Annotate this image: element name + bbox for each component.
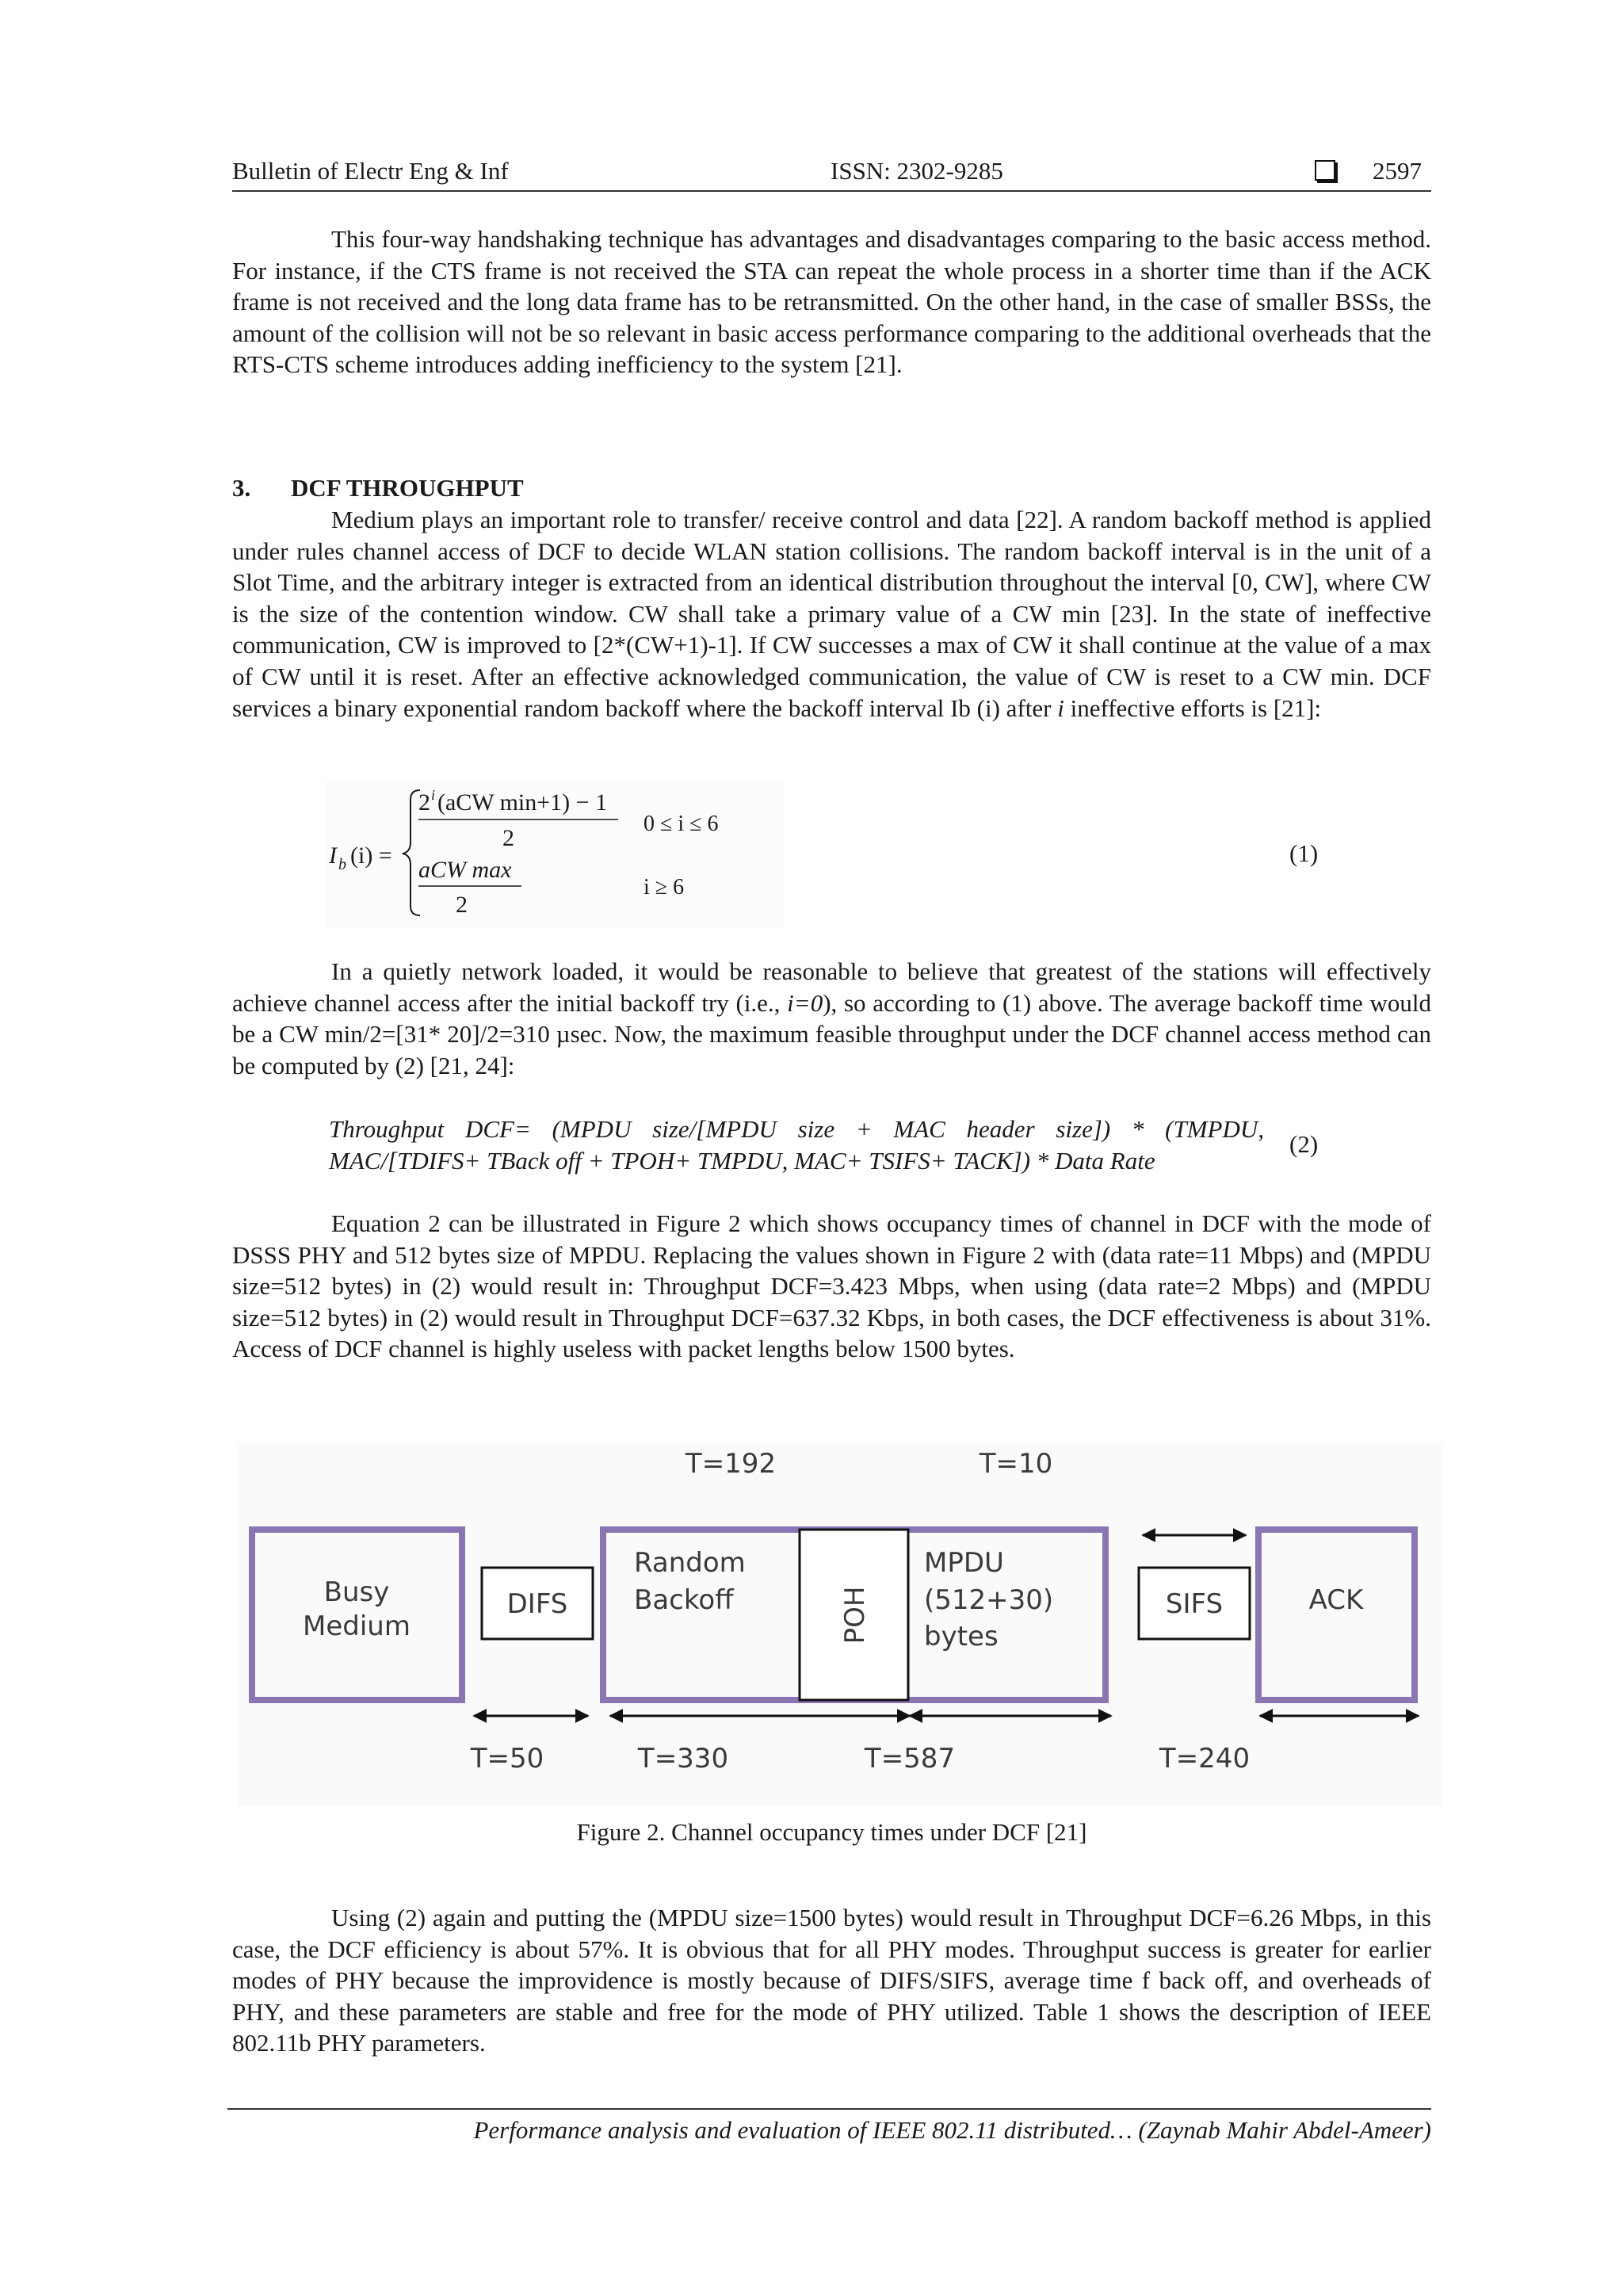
equation-2-line2: MAC/[TDIFS+ TBack off + TPOH+ TMPDU, MAC+ TSIFS+ TACK]) * Data Rate [329,1147,1155,1175]
busy-label-1: Busy [323,1576,390,1608]
eq1-case1-den: 2 [502,825,514,851]
label-t240: T=240 [1159,1743,1251,1775]
paragraph-handshaking: This four-way handshaking technique has advantages and disadvantages comparing to the basic access method. For instance, if the CTS frame is not received the STA can repeat the whole process in a shorter time than if the ACK frame is not received and the long data frame has to be retransmitted. On the other hand, in the case of smaller BSSs, the amount of the collision will not be so relevant in basic access performance comparing to the additional overheads that the RTS-CTS scheme introduces adding inefficiency to the system [21]. [232,225,1431,379]
journal-name: Bulletin of Electr Eng & Inf [232,157,509,185]
eq1-lhs-subscript: b [338,856,346,873]
paragraph-throughput-1500: Using (2) again and putting the (MPDU size=1500 bytes) would result in Throughput DCF=6.26 Mbps, in this case, the DCF efficiency is about 57%. It is obvious that for all PHY modes. Throughput success is greater for earlier modes of PHY because the improvidence is mostly because of DIFS/SIFS, average time f back off, and overheads of PHY, and these parameters are stable and free for the mode of PHY utilized. Table 1 shows the description of IEEE 802.11b PHY parameters. [232,1904,1431,2057]
eq1-lhs-rest: (i) = [350,842,392,869]
eq1-case1-exp: i [431,787,436,803]
ack-label: ACK [1308,1584,1364,1616]
random-label-2: Backoff [634,1584,734,1616]
busy-label-2: Medium [303,1610,411,1642]
label-t330: T=330 [637,1743,729,1775]
paragraph-backoff [232,504,1431,724]
paragraph-italic-var: i=0 [787,988,823,1017]
eq1-case1-num: (aCW min+1) − 1 [437,789,608,816]
eq1-case1-base: 2 [418,789,430,816]
label-t587: T=587 [864,1743,956,1775]
equation-2 [329,1114,1264,1177]
section-number: 3. [232,474,251,502]
eq1-case2-cond: i ≥ 6 [643,875,685,900]
eq1-lhs-I: I [329,842,337,869]
eq1-case1-cond: 0 ≤ i ≤ 6 [643,812,719,836]
equation-2-number: (2) [1289,1130,1319,1158]
page-header [232,152,1431,192]
paragraph-text: ), so according to (1) above. The average backoff time would be a CW min/2=[31* 20]/2=310 µsec. Now, the maximum feasible throughput under the DCF channel access method can be computed by (2) [21, 24]: [232,988,1431,1079]
label-t10: T=10 [979,1448,1053,1480]
page-footer: Performance analysis and evaluation of IEEE 802.11 distributed… (Zaynab Mahir Abdel-Ameer) [227,2108,1431,2148]
figure-caption: Figure 2. Channel occupancy times under DCF [21] [576,1818,1087,1846]
section-title: DCF THROUGHPUT [291,474,524,502]
square-bullet-icon [1315,160,1335,181]
mpdu-label-2: (512+30) [924,1584,1054,1616]
figure-channel-occupancy [238,1442,1442,1807]
equation-1 [325,781,785,927]
page-number: 2597 [1373,157,1422,185]
section-heading [232,472,524,504]
difs-label: DIFS [506,1588,568,1620]
paragraph-average-backoff [232,956,1431,1081]
paragraph-text: Medium plays an important role to transfer/ receive control and data [22]. A random backoff method is applied under rules channel access of DCF to decide WLAN station collisions. The random backoff interval is in the unit of a Slot Time, and the arbitrary integer is extracted from an identical distribution throughout the interval [0, CW], where CW is the size of the contention window. CW shall take a primary value of a CW min [23]. In the state of ineffective communication, CW is improved to [2*(CW+1)-1]. If CW successes a max of CW it shall continue at the value of a max of CW until it is reset. After an effective acknowledged communication, the value of CW is reset to a CW min. DCF services a binary exponential random backoff where the backoff interval Ib (i) after [232,506,1431,722]
mpdu-label-1: MPDU [924,1547,1004,1579]
eq1-case2-num: aCW max [418,857,512,883]
paragraph-text: In a quietly network loaded, it would be reasonable to believe that greatest of the stations will effectively achieve channel access after the initial backoff try (i.e., [232,957,1431,1017]
label-t50: T=50 [470,1743,544,1775]
equation-2-line1: Throughput DCF= (MPDU size/[MPDU size + MAC header size]) * (TMPDU, [329,1115,1264,1143]
paragraph-text: ineffective efforts is [21]: [1064,693,1322,722]
eq1-case2-den: 2 [456,892,468,918]
sifs-label: SIFS [1165,1588,1224,1620]
label-t192: T=192 [685,1448,777,1480]
paragraph-italic-var: i [1057,693,1064,722]
issn: ISSN: 2302-9285 [831,157,1003,185]
poh-label: POH [839,1586,871,1645]
random-label-1: Random [634,1547,746,1579]
equation-1-number: (1) [1289,839,1319,867]
mpdu-label-3: bytes [924,1621,999,1652]
paragraph-figure-explanation: Equation 2 can be illustrated in Figure 2 which shows occupancy times of channel in DCF with the mode of DSSS PHY and 512 bytes size of MPDU. Replacing the values shown in Figure 2 with (data rate=11 Mbps) and (MPDU size=512 bytes) in (2) would result in: Throughput DCF=3.423 Mbps, when using (data rate=2 Mbps) and (MPDU size=512 bytes) in (2) would result in Throughput DCF=637.32 Kbps, in both cases, the DCF effectiveness is about 31%. Access of DCF channel is highly useless with packet lengths below 1500 bytes. [232,1209,1431,1363]
